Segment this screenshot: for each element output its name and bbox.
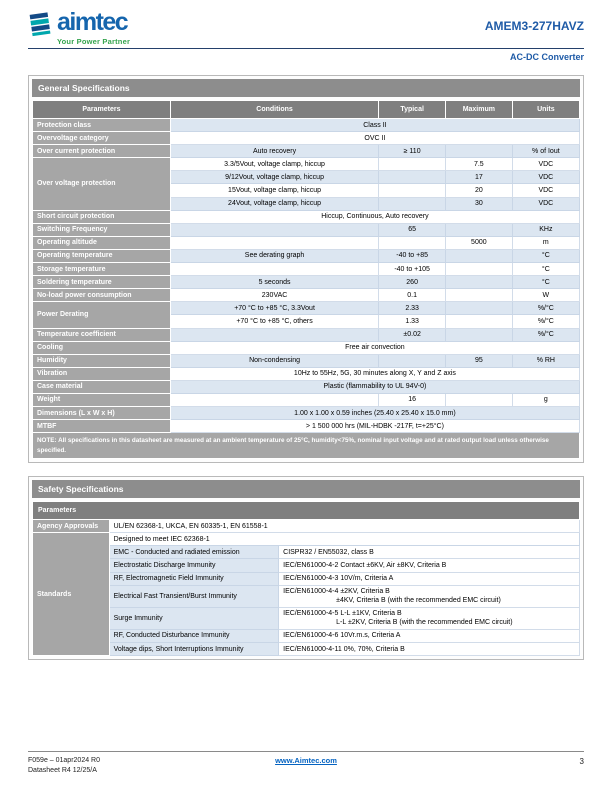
- parameter-cell: Power Derating: [33, 302, 171, 328]
- table-row: [33, 145, 580, 158]
- units-cell: % RH: [512, 354, 579, 367]
- typical-cell: 0.1: [379, 289, 446, 302]
- aimtec-logo: [28, 10, 130, 46]
- general-specifications-section: [28, 75, 584, 463]
- safety-specs-table: [32, 501, 580, 656]
- maximum-cell: 95: [445, 354, 512, 367]
- conditions-cell: +70 °C to +85 °C, others: [170, 315, 378, 328]
- value-cell: Class II: [170, 119, 579, 132]
- parameter-cell: Protection class: [33, 119, 171, 132]
- units-cell: °C: [512, 276, 579, 289]
- maximum-cell: [445, 393, 512, 406]
- parameter-cell: Switching Frequency: [33, 223, 171, 236]
- conditions-cell: 15Vout, voltage clamp, hiccup: [170, 184, 378, 197]
- table-row: [33, 249, 580, 262]
- conditions-cell: 230VAC: [170, 289, 378, 302]
- units-cell: %/°C: [512, 302, 579, 315]
- units-cell: g: [512, 393, 579, 406]
- table-row: [33, 533, 580, 546]
- table-row: [33, 607, 580, 629]
- typical-cell: ±0.02: [379, 328, 446, 341]
- table-row: [33, 263, 580, 276]
- note-cell: NOTE: All specifications in this datasheet are measured at an ambient temperature of 25°C, humidity<75%, nominal input voltage and at rated output load unless otherwise specified.: [33, 433, 580, 459]
- table-row: [33, 407, 580, 420]
- conditions-cell: 24Vout, voltage clamp, hiccup: [170, 197, 378, 210]
- table-row: [33, 546, 580, 559]
- parameter-cell: Agency Approvals: [33, 520, 110, 533]
- maximum-cell: [445, 328, 512, 341]
- parameter-cell: Short circuit protection: [33, 210, 171, 223]
- parameter-cell: MTBF: [33, 420, 171, 433]
- standard-name-cell: Electrostatic Discharge Immunity: [109, 559, 279, 572]
- conditions-cell: Non-condensing: [170, 354, 378, 367]
- logo-text-block: [57, 10, 130, 46]
- table-row: [33, 643, 580, 656]
- typical-cell: [379, 171, 446, 184]
- parameter-cell: Operating temperature: [33, 249, 171, 262]
- parameter-cell: Cooling: [33, 341, 171, 354]
- maximum-cell: [445, 289, 512, 302]
- parameter-cell: Overvoltage category: [33, 132, 171, 145]
- units-cell: VDC: [512, 171, 579, 184]
- value-line: ±4KV, Criteria B (with the recommended EMC circuit): [336, 597, 501, 605]
- table-row: [33, 223, 580, 236]
- parameter-cell: Weight: [33, 393, 171, 406]
- standard-value-cell: [279, 585, 580, 607]
- table-row: [33, 276, 580, 289]
- table-row: [33, 289, 580, 302]
- table-header-row: [33, 502, 580, 520]
- standard-name-cell: Surge Immunity: [109, 607, 279, 629]
- table-row: [33, 328, 580, 341]
- value-line: IEC/EN61000-4-5 L-L ±1KV, Criteria B: [283, 610, 402, 618]
- standard-value-cell: [279, 607, 580, 629]
- typical-cell: [379, 354, 446, 367]
- value-cell: Free air convection: [170, 341, 579, 354]
- table-row: [33, 367, 580, 380]
- typical-cell: [379, 236, 446, 249]
- page-number: 3: [579, 756, 584, 766]
- table-row: [33, 572, 580, 585]
- typical-cell: [379, 158, 446, 171]
- general-specs-table: [32, 100, 580, 459]
- conditions-cell: [170, 263, 378, 276]
- table-row: [33, 420, 580, 433]
- table-row: [33, 585, 580, 607]
- maximum-cell: 30: [445, 197, 512, 210]
- parameter-cell: Temperature coefficient: [33, 328, 171, 341]
- footer-document-info: [28, 756, 100, 776]
- units-cell: KHz: [512, 223, 579, 236]
- value-cell: 1.00 x 1.00 x 0.59 inches (25.40 x 25.40 x 15.0 mm): [170, 407, 579, 420]
- parameter-cell: Vibration: [33, 367, 171, 380]
- table-row: [33, 158, 580, 171]
- column-header: Conditions: [170, 101, 378, 119]
- product-model-title: AMEM3-277HAVZ: [484, 19, 584, 33]
- safety-specifications-section: [28, 476, 584, 660]
- aimtec-website-link[interactable]: www.Aimtec.com: [275, 755, 337, 765]
- standard-value-cell: [279, 546, 580, 559]
- conditions-cell: [170, 236, 378, 249]
- standard-name-cell: RF, Electromagnetic Field Immunity: [109, 572, 279, 585]
- value-line: IEC/EN61000-4-3 10V/m, Criteria A: [283, 575, 394, 582]
- datasheet-revision: Datasheet R4 12/25/A: [28, 766, 97, 774]
- table-row: [33, 520, 580, 533]
- maximum-cell: [445, 249, 512, 262]
- value-line: L-L ±2KV, Criteria B (with the recommended EMC circuit): [336, 619, 513, 627]
- standard-value-cell: [279, 643, 580, 656]
- conditions-cell: See derating graph: [170, 249, 378, 262]
- maximum-cell: 7.5: [445, 158, 512, 171]
- maximum-cell: 5000: [445, 236, 512, 249]
- units-cell: VDC: [512, 197, 579, 210]
- header-divider: [28, 48, 584, 49]
- maximum-cell: [445, 276, 512, 289]
- typical-cell: 65: [379, 223, 446, 236]
- column-header: Typical: [379, 101, 446, 119]
- value-cell: UL/EN 62368-1, UKCA, EN 60335-1, EN 61558-1: [109, 520, 579, 533]
- value-line: IEC/EN61000-4-4 ±2KV, Criteria B: [283, 588, 390, 596]
- value-line: IEC/EN61000-4-6 10Vr.m.s, Criteria A: [283, 632, 401, 640]
- column-header: Parameters: [33, 101, 171, 119]
- brand-name: aimtec: [57, 8, 128, 36]
- page-header: [28, 10, 584, 46]
- standard-name-cell: Designed to meet IEC 62368-1: [109, 533, 579, 546]
- typical-cell: [379, 184, 446, 197]
- doc-reference: F059e – 01apr2024 R0: [28, 756, 100, 764]
- parameter-cell: Humidity: [33, 354, 171, 367]
- standard-name-cell: Voltage dips, Short Interruptions Immunity: [109, 643, 279, 656]
- parameter-cell: Case material: [33, 380, 171, 393]
- parameter-cell: Over voltage protection: [33, 158, 171, 210]
- standard-value-cell: [279, 629, 580, 642]
- typical-cell: 260: [379, 276, 446, 289]
- units-cell: % of Iout: [512, 145, 579, 158]
- typical-cell: 2.33: [379, 302, 446, 315]
- safety-specs-title: Safety Specifications: [32, 480, 580, 498]
- table-row: [33, 380, 580, 393]
- standard-value-cell: [279, 572, 580, 585]
- note-row: [33, 433, 580, 459]
- units-cell: °C: [512, 249, 579, 262]
- standard-name-cell: RF, Conducted Disturbance Immunity: [109, 629, 279, 642]
- typical-cell: [379, 197, 446, 210]
- parameter-cell: Storage temperature: [33, 263, 171, 276]
- value-cell: Plastic (flammability to UL 94V-0): [170, 380, 579, 393]
- conditions-cell: +70 °C to +85 °C, 3.3Vout: [170, 302, 378, 315]
- column-header: Units: [512, 101, 579, 119]
- conditions-cell: 9/12Vout, voltage clamp, hiccup: [170, 171, 378, 184]
- typical-cell: 1.33: [379, 315, 446, 328]
- standard-value-cell: [279, 559, 580, 572]
- value-line: IEC/EN61000-4-11 0%, 70%, Criteria B: [283, 645, 405, 653]
- units-cell: %/°C: [512, 328, 579, 341]
- parameter-cell: Dimensions (L x W x H): [33, 407, 171, 420]
- value-line: IEC/EN61000-4-2 Contact ±6KV, Air ±8KV, Criteria B: [283, 561, 447, 569]
- general-specs-title: General Specifications: [32, 79, 580, 97]
- table-row: [33, 119, 580, 132]
- conditions-cell: [170, 393, 378, 406]
- units-cell: °C: [512, 263, 579, 276]
- maximum-cell: [445, 263, 512, 276]
- conditions-cell: 3.3/5Vout, voltage clamp, hiccup: [170, 158, 378, 171]
- table-row: [33, 559, 580, 572]
- maximum-cell: 17: [445, 171, 512, 184]
- standard-name-cell: EMC - Conducted and radiated emission: [109, 546, 279, 559]
- maximum-cell: [445, 145, 512, 158]
- typical-cell: -40 to +105: [379, 263, 446, 276]
- typical-cell: 16: [379, 393, 446, 406]
- footer-row: [28, 756, 584, 776]
- value-cell: 10Hz to 55Hz, 5G, 30 minutes along X, Y and Z axis: [170, 367, 579, 380]
- table-row: [33, 210, 580, 223]
- value-cell: > 1 500 000 hrs (MIL-HDBK -217F, t=+25°C): [170, 420, 579, 433]
- parameter-cell: Standards: [33, 533, 110, 656]
- value-line: CISPR32 / EN55032, class B: [283, 548, 374, 556]
- table-header-row: [33, 101, 580, 119]
- column-header: Parameters: [33, 502, 580, 520]
- units-cell: %/°C: [512, 315, 579, 328]
- parameter-cell: No-load power consumption: [33, 289, 171, 302]
- table-row: [33, 132, 580, 145]
- table-row: [33, 302, 580, 315]
- parameter-cell: Over current protection: [33, 145, 171, 158]
- conditions-cell: Auto recovery: [170, 145, 378, 158]
- parameter-cell: Operating altitude: [33, 236, 171, 249]
- units-cell: VDC: [512, 158, 579, 171]
- maximum-cell: 20: [445, 184, 512, 197]
- column-header: Maximum: [445, 101, 512, 119]
- units-cell: VDC: [512, 184, 579, 197]
- table-row: [33, 393, 580, 406]
- table-row: [33, 341, 580, 354]
- units-cell: W: [512, 289, 579, 302]
- page-footer: [28, 751, 584, 776]
- table-row: [33, 629, 580, 642]
- footer-divider: [28, 751, 584, 752]
- value-cell: Hiccup, Continuous, Auto recovery: [170, 210, 579, 223]
- conditions-cell: [170, 223, 378, 236]
- typical-cell: -40 to +85: [379, 249, 446, 262]
- maximum-cell: [445, 223, 512, 236]
- table-row: [33, 354, 580, 367]
- maximum-cell: [445, 302, 512, 315]
- conditions-cell: 5 seconds: [170, 276, 378, 289]
- parameter-cell: Soldering temperature: [33, 276, 171, 289]
- maximum-cell: [445, 315, 512, 328]
- product-type-subtitle: AC-DC Converter: [509, 52, 584, 62]
- units-cell: m: [512, 236, 579, 249]
- value-cell: OVC II: [170, 132, 579, 145]
- brand-tagline: Your Power Partner: [57, 37, 131, 46]
- table-row: [33, 236, 580, 249]
- aimtec-flag-icon: [28, 11, 52, 43]
- typical-cell: ≥ 110: [379, 145, 446, 158]
- conditions-cell: [170, 328, 378, 341]
- standard-name-cell: Electrical Fast Transient/Burst Immunity: [109, 585, 279, 607]
